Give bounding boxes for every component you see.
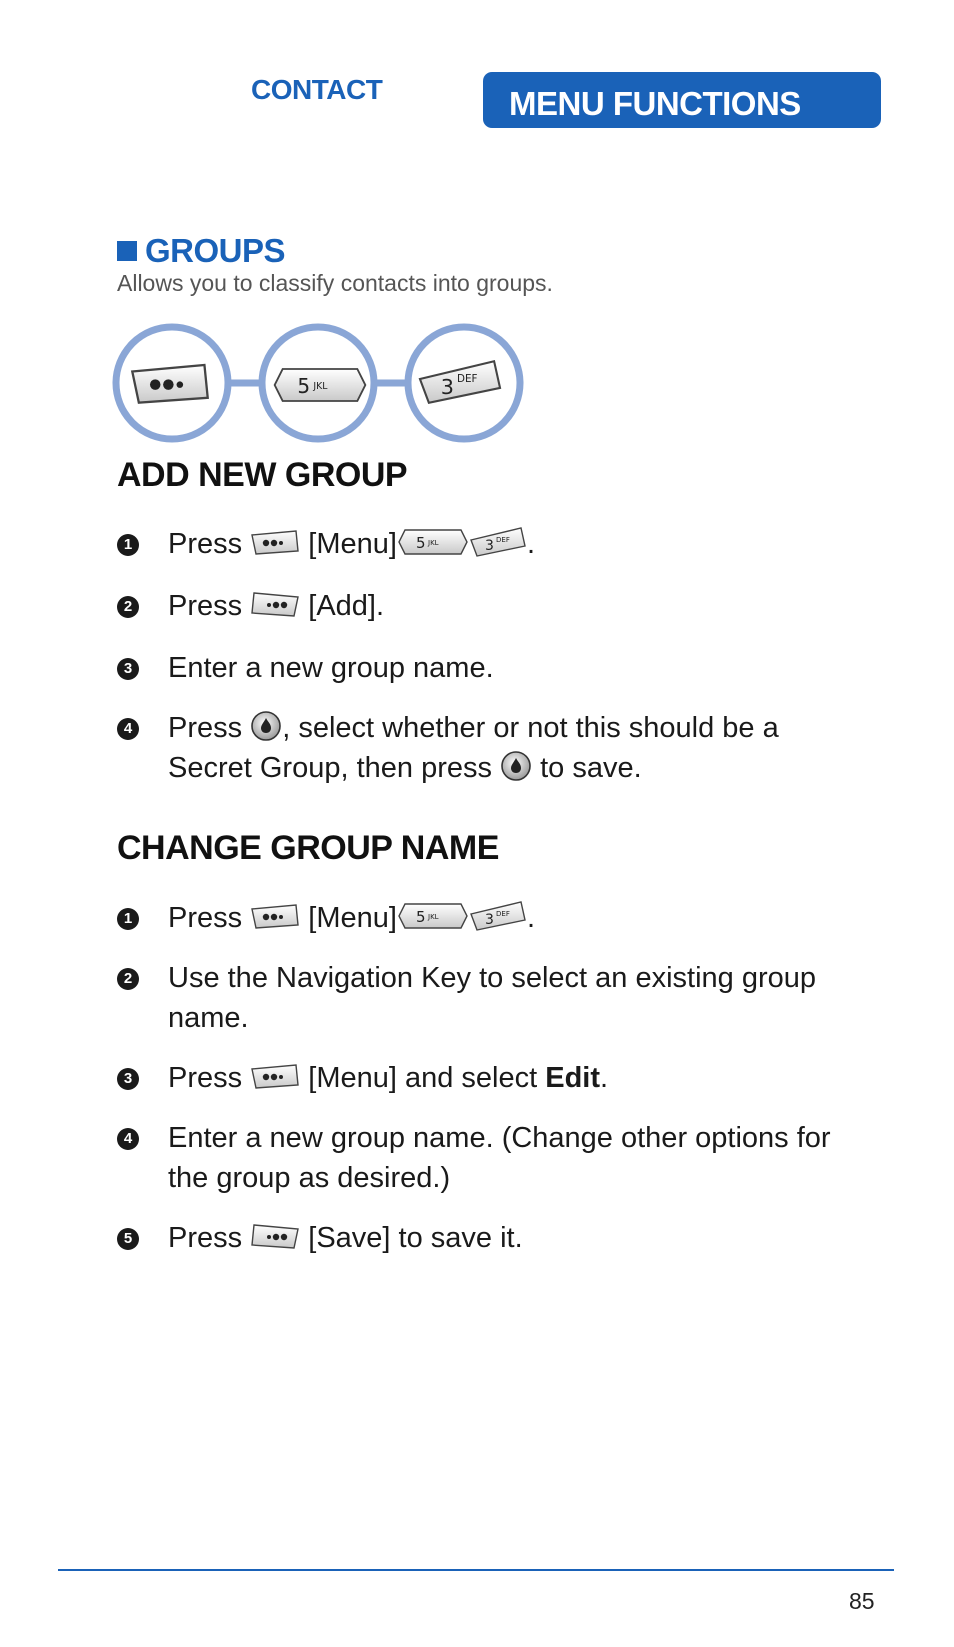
change-step-3: 3 Press [Menu] and select Edit. bbox=[117, 1058, 877, 1098]
step-number: 1 bbox=[117, 908, 139, 930]
left-softkey-icon bbox=[250, 901, 300, 931]
key-sequence-left-softkey bbox=[116, 327, 228, 439]
add-step-2: 2 Press [Add]. bbox=[117, 586, 877, 626]
right-softkey-icon bbox=[250, 1221, 300, 1251]
step-number: 1 bbox=[117, 534, 139, 556]
add-step-1: 1 Press [Menu] . bbox=[117, 524, 877, 564]
step-number: 3 bbox=[117, 1068, 139, 1090]
groups-subtitle: Allows you to classify contacts into groups. bbox=[117, 270, 553, 296]
ok-key-icon bbox=[500, 750, 532, 782]
step-number: 2 bbox=[117, 968, 139, 990]
step-number: 5 bbox=[117, 1228, 139, 1250]
key-sequence-5-jkl bbox=[262, 327, 374, 439]
chapter-title: MENU FUNCTIONS bbox=[509, 85, 801, 122]
add-step-3: 3 Enter a new group name. bbox=[117, 648, 877, 688]
chapter-tab bbox=[483, 72, 881, 128]
step-number: 2 bbox=[117, 596, 139, 618]
key-sequence-3-def bbox=[408, 327, 520, 439]
change-group-name-heading: CHANGE GROUP NAME bbox=[117, 829, 499, 867]
key-3-def-icon bbox=[469, 526, 527, 558]
footer-divider bbox=[58, 1569, 894, 1571]
left-softkey-icon bbox=[250, 1061, 300, 1091]
add-step-4: 4 Press , select whether or not this should be a Secret Group, then press to save. bbox=[117, 708, 877, 788]
right-softkey-icon bbox=[250, 589, 300, 619]
add-new-group-heading: ADD NEW GROUP bbox=[117, 456, 408, 494]
key-sequence-diagram bbox=[112, 323, 532, 451]
step-number: 3 bbox=[117, 658, 139, 680]
left-softkey-icon bbox=[250, 527, 300, 557]
groups-title: GROUPS bbox=[145, 232, 286, 269]
key-3-def-icon bbox=[469, 900, 527, 932]
header-section-label: CONTACT bbox=[251, 74, 383, 105]
groups-section-title bbox=[117, 232, 285, 270]
change-step-4: 4 Enter a new group name. (Change other options for the group as desired.) bbox=[117, 1118, 877, 1198]
key-5-jkl-icon bbox=[397, 527, 469, 557]
change-step-2: 2 Use the Navigation Key to select an existing group name. bbox=[117, 958, 877, 1038]
change-step-1: 1 Press [Menu] . bbox=[117, 898, 877, 938]
edit-option-label: Edit bbox=[545, 1062, 601, 1094]
step-number: 4 bbox=[117, 718, 139, 740]
section-bullet-icon bbox=[117, 241, 137, 261]
page-number: 85 bbox=[849, 1588, 875, 1614]
ok-key-icon bbox=[250, 710, 282, 742]
key-5-jkl-icon bbox=[397, 901, 469, 931]
change-step-5: 5 Press [Save] to save it. bbox=[117, 1218, 877, 1258]
step-number: 4 bbox=[117, 1128, 139, 1150]
